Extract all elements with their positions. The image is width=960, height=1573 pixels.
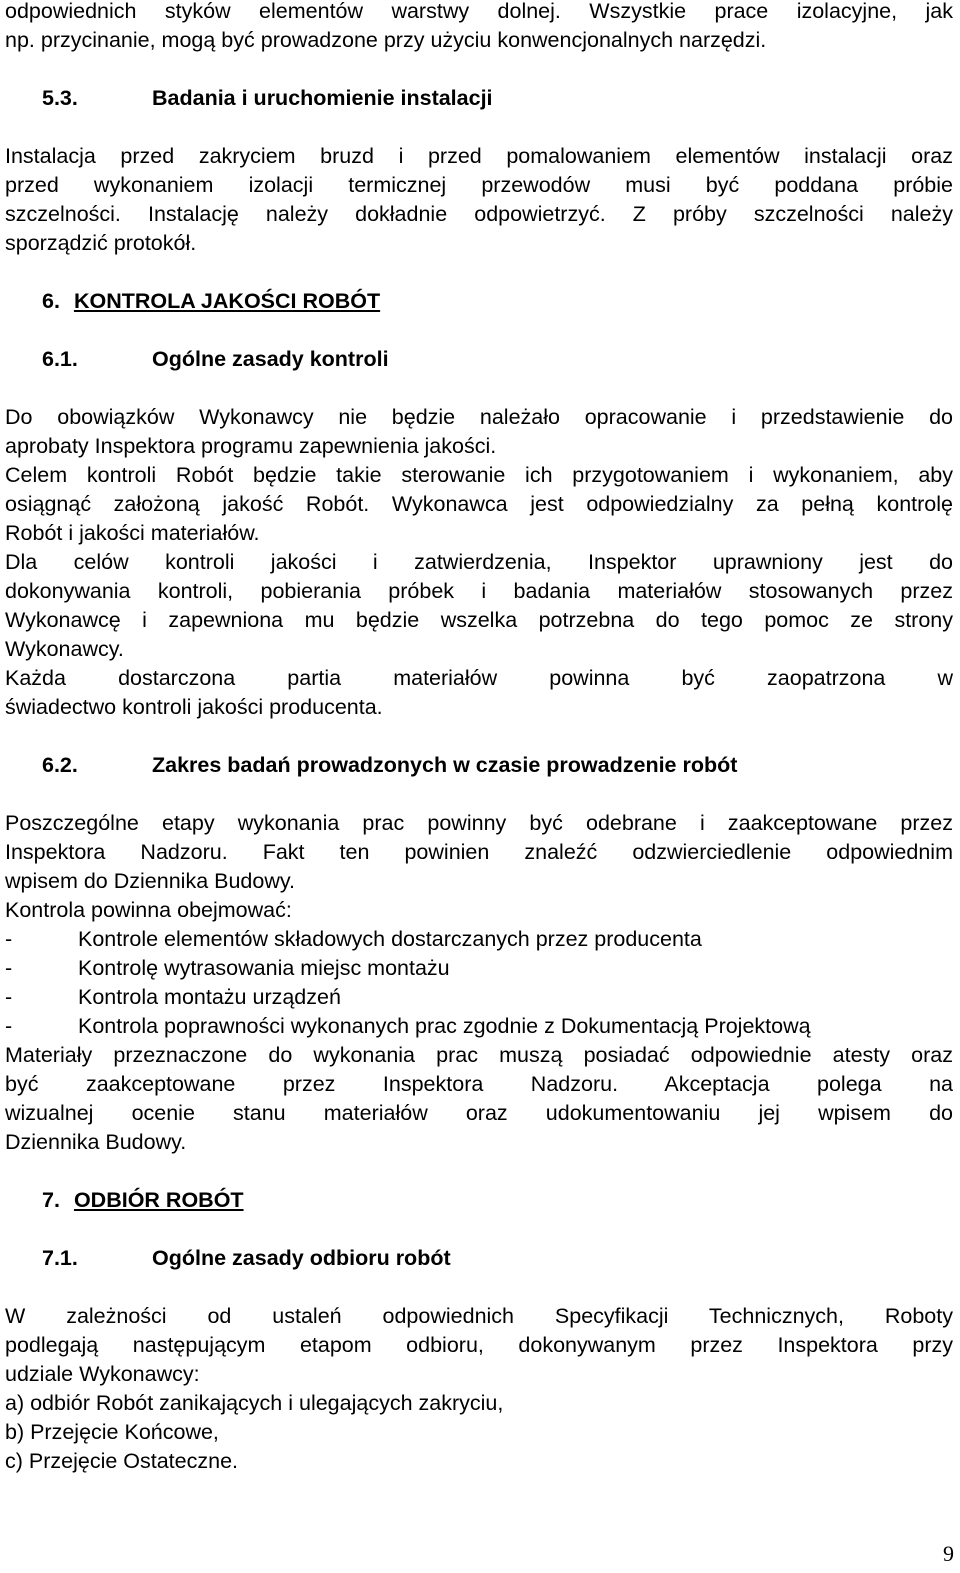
heading-number: 7.1. [42, 1246, 78, 1270]
paragraph-line: b) Przejęcie Końcowe, [5, 1420, 219, 1444]
spacer [5, 258, 953, 287]
paragraph-line: podlegają następującym etapom odbioru, dokonywanym przez Inspektora przy [5, 1333, 953, 1357]
paragraph-line: Inspektora Nadzoru. Fakt ten powinien znaleźć odzwierciedlenie odpowiednim [5, 840, 953, 864]
spacer [5, 316, 953, 345]
heading-number: 7. [42, 1188, 60, 1212]
spacer [5, 1215, 953, 1244]
paragraph-line: przed wykonaniem izolacji termicznej przewodów musi być poddana próbie [5, 173, 953, 197]
heading-title: Zakres badań prowadzonych w czasie prowadzenie robót [152, 753, 738, 777]
heading-title: ODBIÓR ROBÓT [73, 1188, 244, 1212]
heading-number: 6.2. [42, 753, 78, 777]
subsection-heading [5, 751, 953, 780]
paragraph-line: dokonywania kontroli, pobierania próbek i badania materiałów stosowanych przez [5, 579, 953, 603]
list-dash: - [5, 927, 13, 951]
paragraph-line: np. przycinanie, mogą być prowadzone przy użyciu konwencjonalnych narzędzi. [5, 28, 767, 52]
paragraph-line: odpowiednich styków elementów warstwy dolnej. Wszystkie prace izolacyjne, jak [5, 0, 953, 23]
spacer [5, 722, 953, 751]
section-heading [5, 1186, 953, 1215]
subsection-heading [5, 1244, 953, 1273]
list-dash: - [5, 956, 13, 980]
spacer [5, 780, 953, 809]
paragraph-line: udziale Wykonawcy: [5, 1362, 200, 1386]
spacer [5, 113, 953, 142]
heading-title: Badania i uruchomienie instalacji [152, 86, 493, 110]
paragraph-line: Dziennika Budowy. [5, 1130, 187, 1154]
paragraph-line: Materiały przeznaczone do wykonania prac muszą posiadać odpowiednie atesty oraz [5, 1043, 953, 1067]
section-heading [5, 287, 953, 316]
subsection-heading [5, 345, 953, 374]
document-page [5, 0, 953, 1476]
list-item [5, 954, 953, 983]
paragraph-line: aprobaty Inspektora programu zapewnienia jakości. [5, 434, 497, 458]
paragraph-line: Każda dostarczona partia materiałów powinna być zaopatrzona w [5, 666, 953, 690]
paragraph-line: Poszczególne etapy wykonania prac powinny być odebrane i zaakceptowane przez [5, 811, 953, 835]
heading-title: KONTROLA JAKOŚCI ROBÓT [73, 289, 381, 313]
list-item [5, 1012, 953, 1041]
paragraph-line: a) odbiór Robót zanikających i ulegających zakryciu, [5, 1391, 504, 1415]
list-item [5, 925, 953, 954]
paragraph-line: być zaakceptowane przez Inspektora Nadzoru. Akceptacja polega na [5, 1072, 953, 1096]
paragraph-line: Wykonawcy. [5, 637, 124, 661]
page-number: 9 [943, 1541, 954, 1566]
spacer [5, 1157, 953, 1186]
list-item-text: Kontrole elementów składowych dostarczanych przez producenta [78, 927, 702, 951]
list-item-text: Kontrola montażu urządzeń [78, 985, 341, 1009]
heading-title: Ogólne zasady odbioru robót [152, 1246, 451, 1270]
paragraph-line: Celem kontroli Robót będzie takie sterowanie ich przygotowaniem i wykonaniem, aby [5, 463, 953, 487]
paragraph-line: wizualnej ocenie stanu materiałów oraz udokumentowaniu jej wpisem do [5, 1101, 953, 1125]
paragraph-line: sporządzić protokół. [5, 231, 197, 255]
paragraph-line: szczelności. Instalację należy dokładnie odpowietrzyć. Z próby szczelności należy [5, 202, 953, 226]
paragraph-line: świadectwo kontroli jakości producenta. [5, 695, 383, 719]
heading-number: 5.3. [42, 86, 78, 110]
heading-number: 6. [42, 289, 60, 313]
list-item [5, 983, 953, 1012]
list-item-text: Kontrolę wytrasowania miejsc montażu [78, 956, 450, 980]
paragraph-line: W zależności od ustaleń odpowiednich Specyfikacji Technicznych, Roboty [5, 1304, 953, 1328]
list-dash: - [5, 985, 13, 1009]
paragraph-line: osiągnąć założoną jakość Robót. Wykonawca jest odpowiedzialny za pełną kontrolę [5, 492, 953, 516]
paragraph-line: c) Przejęcie Ostateczne. [5, 1449, 239, 1473]
spacer [5, 1273, 953, 1302]
paragraph-line: Instalacja przed zakryciem bruzd i przed pomalowaniem elementów instalacji oraz [5, 144, 953, 168]
heading-number: 6.1. [42, 347, 78, 371]
subsection-heading [5, 84, 953, 113]
paragraph-line: wpisem do Dziennika Budowy. [5, 869, 295, 893]
list-dash: - [5, 1014, 13, 1038]
paragraph-line: Wykonawcę i zapewniona mu będzie wszelka potrzebna do tego pomoc ze strony [5, 608, 953, 632]
paragraph-line: Dla celów kontroli jakości i zatwierdzenia, Inspektor uprawniony jest do [5, 550, 953, 574]
list-item-text: Kontrola poprawności wykonanych prac zgodnie z Dokumentacją Projektową [78, 1014, 811, 1038]
paragraph-line: Kontrola powinna obejmować: [5, 898, 292, 922]
paragraph-line: Do obowiązków Wykonawcy nie będzie należało opracowanie i przedstawienie do [5, 405, 953, 429]
spacer [5, 374, 953, 403]
spacer [5, 55, 953, 84]
heading-title: Ogólne zasady kontroli [152, 347, 389, 371]
paragraph-line: Robót i jakości materiałów. [5, 521, 260, 545]
